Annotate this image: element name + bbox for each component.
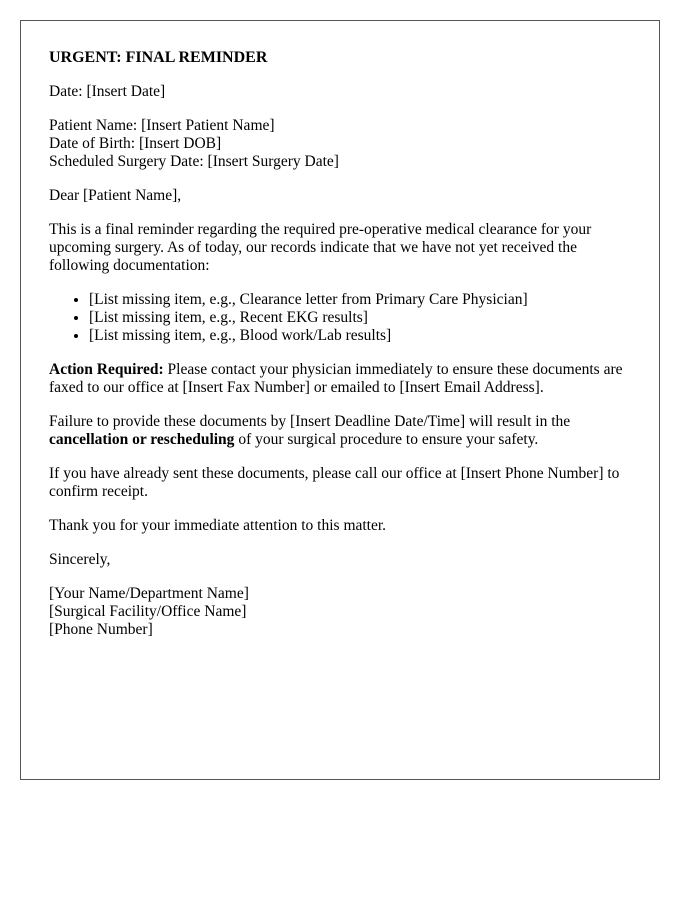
patient-name-line: Patient Name: [Insert Patient Name] [49, 117, 275, 134]
failure-text-after: of your surgical procedure to ensure your safety. [234, 431, 539, 448]
action-paragraph [49, 361, 631, 397]
patient-dob-line: Date of Birth: [Insert DOB] [49, 135, 222, 152]
surgery-date-line: Scheduled Surgery Date: [Insert Surgery Date] [49, 153, 339, 170]
date-line: Date: [Insert Date] [49, 83, 166, 100]
failure-text-before: Failure to provide these documents by [Insert Deadline Date/Time] will result in the [49, 413, 571, 430]
missing-items-list [49, 291, 631, 345]
signature-facility: [Surgical Facility/Office Name] [49, 603, 247, 620]
closing: Sincerely, [49, 551, 111, 568]
list-item: • [List missing item, e.g., Clearance letter from Primary Care Physician] [89, 291, 631, 309]
patient-info-block [49, 117, 631, 171]
failure-bold-text: cancellation or rescheduling [49, 431, 235, 448]
action-text: Please contact your physician immediately to ensure these documents are faxed to our office at [Insert Fax Number] or emailed to [Insert Email Address]. [49, 361, 623, 396]
action-label: Action Required: [49, 361, 164, 378]
salutation: Dear [Patient Name], [49, 187, 182, 204]
confirm-paragraph: If you have already sent these documents, please call our office at [Insert Phone Number] to confirm receipt. [49, 465, 620, 500]
signature-phone: [Phone Number] [49, 621, 153, 638]
signature-block [49, 585, 631, 639]
list-item: • [List missing item, e.g., Recent EKG results] [89, 309, 631, 327]
signature-name: [Your Name/Department Name] [49, 585, 249, 602]
letter-document [20, 20, 660, 780]
thanks-paragraph: Thank you for your immediate attention to this matter. [49, 517, 387, 534]
letter-title: URGENT: FINAL REMINDER [49, 49, 268, 66]
list-item: • [List missing item, e.g., Blood work/Lab results] [89, 327, 631, 345]
intro-paragraph: This is a final reminder regarding the required pre-operative medical clearance for your upcoming surgery. As of today, our records indicate that we have not yet received the following documentation: [49, 221, 592, 274]
failure-paragraph [49, 413, 631, 449]
